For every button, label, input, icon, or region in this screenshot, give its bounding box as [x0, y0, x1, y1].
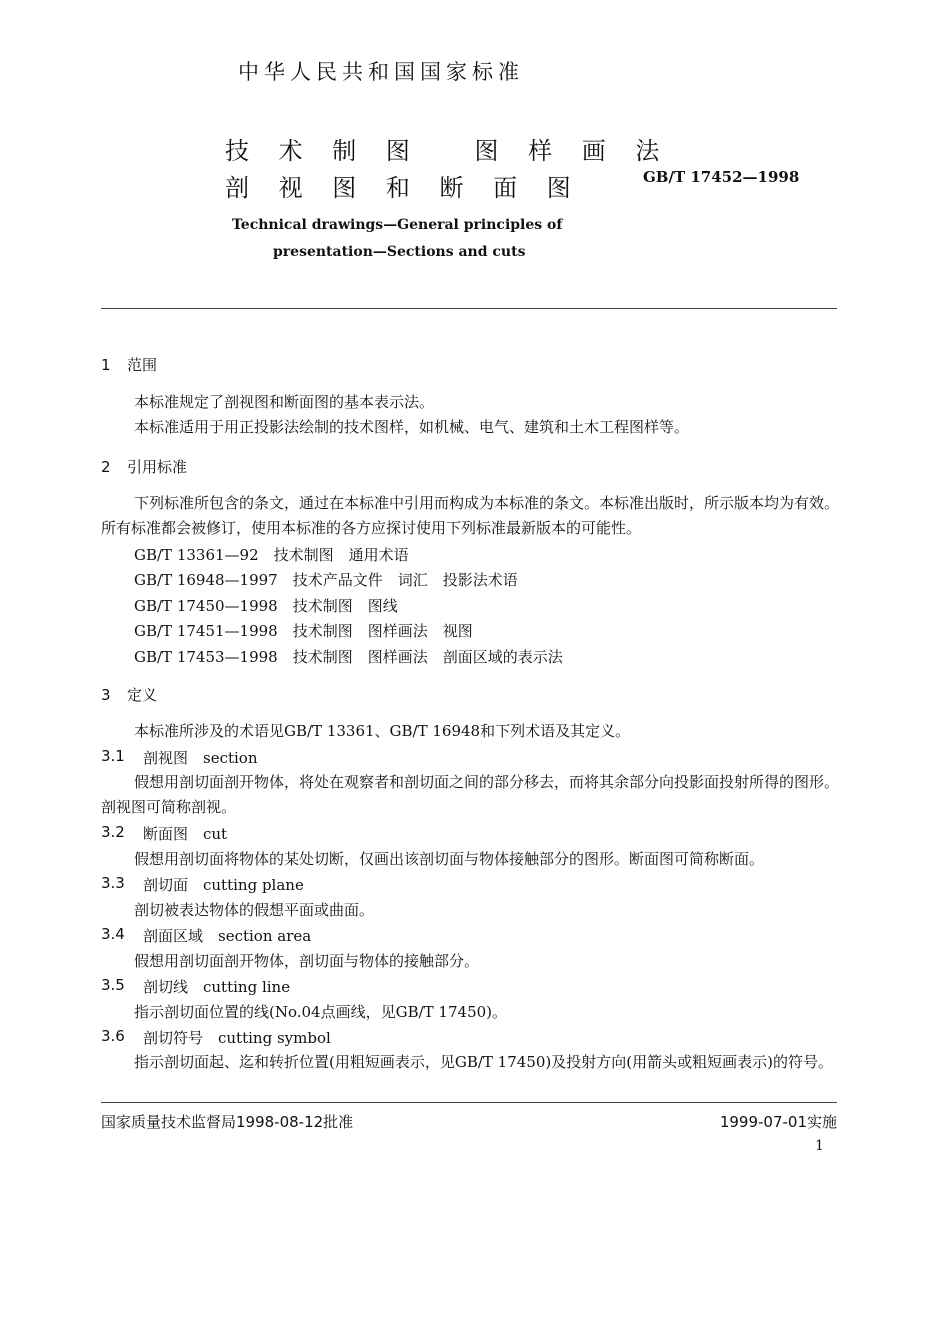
definition-number: 3.2 — [101, 823, 125, 841]
reference-item: GB/T 17450—1998 技术制图 图线 — [134, 597, 398, 615]
national-standard-label: 中华人民共和国国家标准 — [238, 60, 524, 84]
reference-item: GB/T 17453—1998 技术制图 图样画法 剖面区域的表示法 — [134, 648, 563, 666]
definition-text: 指示剖切面起、迄和转折位置(用粗短画表示，见GB/T 17450)及投射方向(用箭头或粗短画表示)的符号。 — [134, 1053, 833, 1071]
section-heading-1 — [101, 354, 157, 375]
definition-number: 3.4 — [101, 925, 125, 943]
effective-date: 1999-07-01实施 — [719, 1113, 837, 1131]
definition-term: 剖切面 cutting plane — [143, 876, 304, 894]
section-heading-2 — [101, 456, 187, 477]
english-title-line-1: Technical drawings—General principles of — [232, 217, 563, 233]
section-heading-3 — [101, 684, 157, 705]
section-title: 定义 — [127, 686, 158, 704]
english-title-line-2: presentation—Sections and cuts — [273, 244, 526, 260]
section-title: 引用标准 — [127, 458, 188, 476]
section-number: 2 — [101, 458, 111, 476]
definition-number: 3.5 — [101, 976, 125, 994]
definition-number: 3.6 — [101, 1027, 125, 1045]
definition-text: 剖切被表达物体的假想平面或曲面。 — [134, 901, 375, 919]
paragraph: 本标准所涉及的术语见GB/T 13361、GB/T 16948和下列术语及其定义。 — [134, 722, 631, 740]
definition-number: 3.1 — [101, 747, 125, 765]
definition-number: 3.3 — [101, 874, 125, 892]
definition-text: 指示剖切面位置的线(No.04点画线，见GB/T 17450)。 — [134, 1003, 508, 1021]
definition-text: 假想用剖切面将物体的某处切断，仅画出该剖切面与物体接触部分的图形。断面图可简称断面。 — [134, 850, 765, 868]
paragraph: 本标准适用于用正投影法绘制的技术图样，如机械、电气、建筑和土木工程图样等。 — [134, 418, 690, 436]
definition-text: 假想用剖切面剖开物体，将处在观察者和剖切面之间的部分移去，而将其余部分向投影面投射所得的图形。剖视图可简称剖视。 — [101, 773, 840, 816]
approval-date: 国家质量技术监督局1998-08-12批准 — [101, 1113, 354, 1131]
title-line-1: 技 术 制 图 图 样 画 法 — [225, 137, 671, 165]
section-number: 1 — [101, 356, 111, 374]
definition-text: 假想用剖切面剖开物体，剖切面与物体的接触部分。 — [134, 952, 480, 970]
definition-term: 剖面区域 section area — [143, 927, 312, 945]
reference-item: GB/T 17451—1998 技术制图 图样画法 视图 — [134, 622, 473, 640]
standard-code: GB/T 17452—1998 — [643, 168, 800, 186]
definition-term: 剖视图 section — [143, 749, 258, 767]
definition-term: 断面图 cut — [143, 825, 228, 843]
section-title: 范围 — [127, 356, 158, 374]
reference-item: GB/T 13361—92 技术制图 通用术语 — [134, 546, 409, 564]
paragraph: 下列标准所包含的条文，通过在本标准中引用而构成为本标准的条文。本标准出版时，所示版本均为有效。所有标准都会被修订，使用本标准的各方应探讨使用下列标准最新版本的可能性。 — [101, 494, 840, 537]
header-divider — [101, 308, 837, 309]
paragraph: 本标准规定了剖视图和断面图的基本表示法。 — [134, 393, 435, 411]
title-line-2: 剖 视 图 和 断 面 图 — [225, 174, 582, 202]
definition-term: 剖切符号 cutting symbol — [143, 1029, 331, 1047]
definition-term: 剖切线 cutting line — [143, 978, 291, 996]
footer-divider — [101, 1102, 837, 1103]
reference-item: GB/T 16948—1997 技术产品文件 词汇 投影法术语 — [134, 571, 518, 589]
page-number: 1 — [815, 1138, 824, 1154]
section-number: 3 — [101, 686, 111, 704]
